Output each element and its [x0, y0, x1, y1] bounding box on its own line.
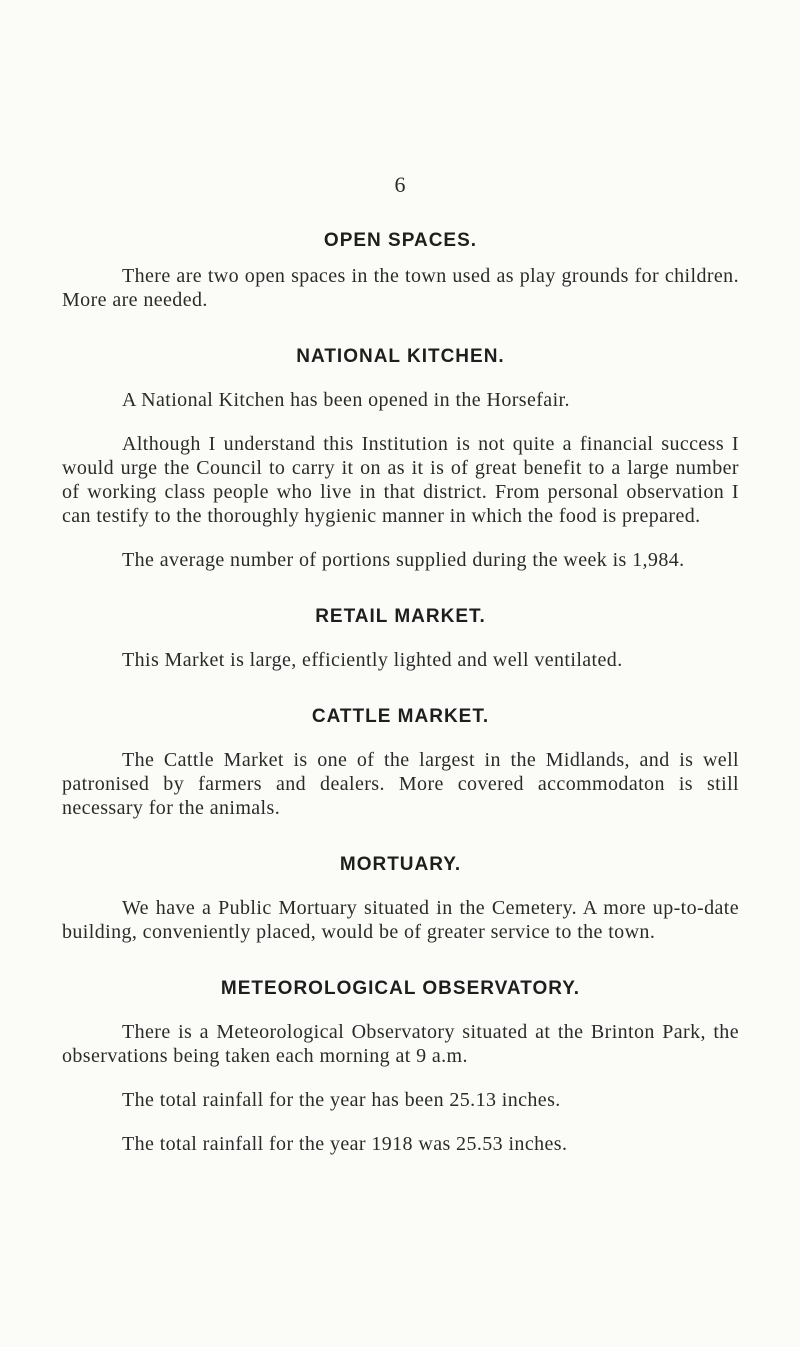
page-content — [62, 230, 739, 1156]
paragraph: Although I understand this Institution is not quite a financial success I would urge the Council to carry it on as it is of great benefit to a large number of working class people who live in that district. From personal observation I can testify to the thoroughly hygienic manner in which the food is prepared. — [62, 433, 739, 527]
paragraph: There is a Meteorological Observatory situated at the Brinton Park, the observations being taken each morning at 9 a.m. — [62, 1021, 739, 1067]
paragraph: This Market is large, efficiently lighted and well ventilated. — [122, 649, 623, 671]
paragraph: The total rainfall for the year has been 25.13 inches. — [122, 1089, 561, 1111]
section-heading-retail-market: RETAIL MARKET. — [315, 606, 486, 627]
section-national-kitchen — [62, 346, 739, 572]
section-heading-mortuary: MORTUARY. — [339, 854, 462, 875]
section-heading-open-spaces: OPEN SPACES. — [323, 230, 478, 251]
paragraph: The average number of portions supplied during the week is 1,984. — [122, 549, 685, 571]
paragraph: We have a Public Mortuary situated in the Cemetery. A more up-to-date building, conveniently placed, would be of greater service to the town. — [62, 897, 739, 943]
section-heading-national-kitchen: NATIONAL KITCHEN. — [296, 346, 505, 367]
section-open-spaces — [62, 230, 739, 312]
paragraph: There are two open spaces in the town used as play grounds for children. More are needed. — [62, 265, 739, 311]
section-heading-cattle-market: CATTLE MARKET. — [311, 706, 490, 727]
paragraph: The total rainfall for the year 1918 was 25.53 inches. — [122, 1133, 568, 1155]
page-number: 6 — [394, 172, 406, 197]
section-meteorological-observatory — [62, 978, 739, 1156]
paragraph: The Cattle Market is one of the largest in the Midlands, and is well patronised by farmers and dealers. More covered accommodaton is still necessary for the animals. — [62, 749, 739, 819]
section-retail-market — [62, 606, 739, 672]
section-heading-meteorological-observatory: METEOROLOGICAL OBSERVATORY. — [220, 978, 581, 999]
section-mortuary — [62, 854, 739, 944]
paragraph: A National Kitchen has been opened in the Horsefair. — [122, 389, 570, 411]
section-cattle-market — [62, 706, 739, 820]
